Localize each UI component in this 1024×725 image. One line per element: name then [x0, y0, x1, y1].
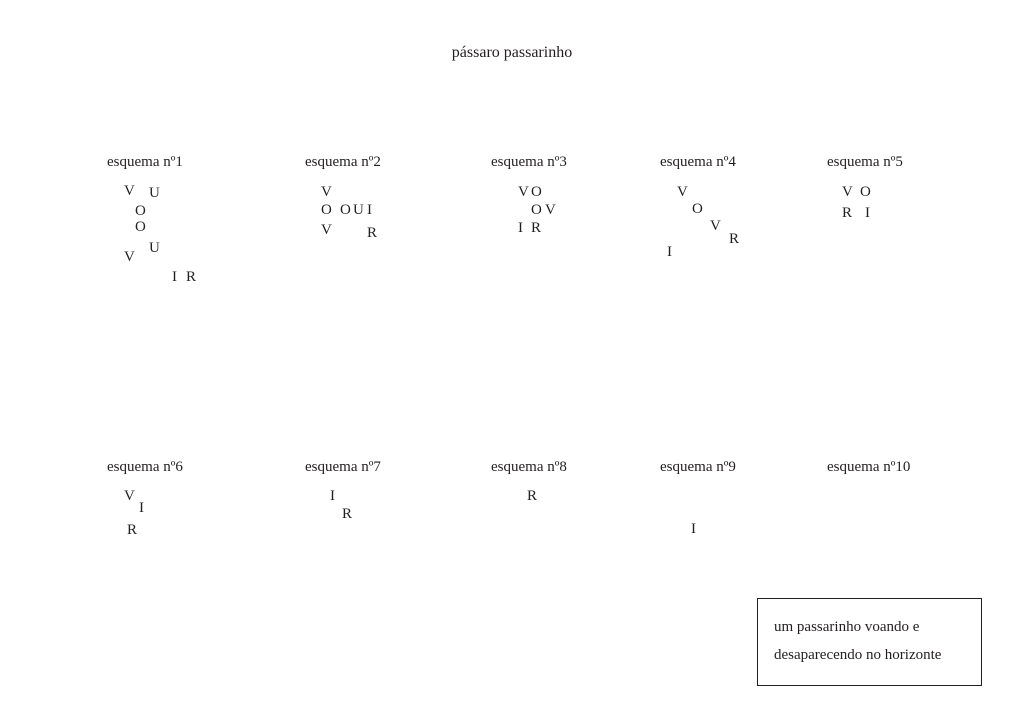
letter: V [124, 249, 135, 265]
letter: I [691, 521, 696, 537]
letter: R [531, 220, 542, 236]
letter: O [135, 203, 146, 219]
letter: O [860, 184, 871, 200]
letter: R [729, 231, 740, 247]
letter: R [527, 488, 538, 504]
letter: V [321, 184, 332, 200]
letter: R [367, 225, 378, 241]
letter: I [367, 202, 372, 218]
letter: I [865, 205, 870, 221]
letter: I [139, 500, 144, 516]
caption-line: desaparecendo no horizonte [774, 647, 942, 663]
letter: R [342, 506, 353, 522]
scheme-heading: esquema nº9 [660, 459, 736, 475]
scheme-heading: esquema nº3 [491, 154, 567, 170]
letter: O [692, 201, 703, 217]
letter: O [321, 202, 332, 218]
letter: V [518, 184, 529, 200]
letter: V [545, 202, 556, 218]
letter: R [186, 269, 197, 285]
page-title: pássaro passarinho [451, 44, 573, 61]
scheme-heading: esquema nº1 [107, 154, 183, 170]
letter: V [842, 184, 853, 200]
letter: I [518, 220, 523, 236]
caption-line: um passarinho voando e [774, 619, 920, 635]
letter: V [124, 183, 135, 199]
scheme-heading: esquema nº5 [827, 154, 903, 170]
letter: V [124, 488, 135, 504]
letter: O [531, 202, 542, 218]
letter: I [667, 244, 672, 260]
scheme-heading: esquema nº8 [491, 459, 567, 475]
letter: R [842, 205, 853, 221]
letter: O [531, 184, 542, 200]
scheme-heading: esquema nº6 [107, 459, 183, 475]
letter: I [172, 269, 177, 285]
letter: V [710, 218, 721, 234]
letter: V [677, 184, 688, 200]
scheme-heading: esquema nº7 [305, 459, 381, 475]
letter: I [330, 488, 335, 504]
letter: U [149, 185, 160, 201]
caption-box [757, 598, 982, 686]
letter: O [340, 202, 351, 218]
letter: O [135, 219, 146, 235]
scheme-heading: esquema nº2 [305, 154, 381, 170]
letter: U [149, 240, 160, 256]
scheme-heading: esquema nº4 [660, 154, 736, 170]
scheme-heading: esquema nº10 [827, 459, 911, 475]
letter: U [353, 202, 364, 218]
letter: R [127, 522, 138, 538]
letter: V [321, 222, 332, 238]
